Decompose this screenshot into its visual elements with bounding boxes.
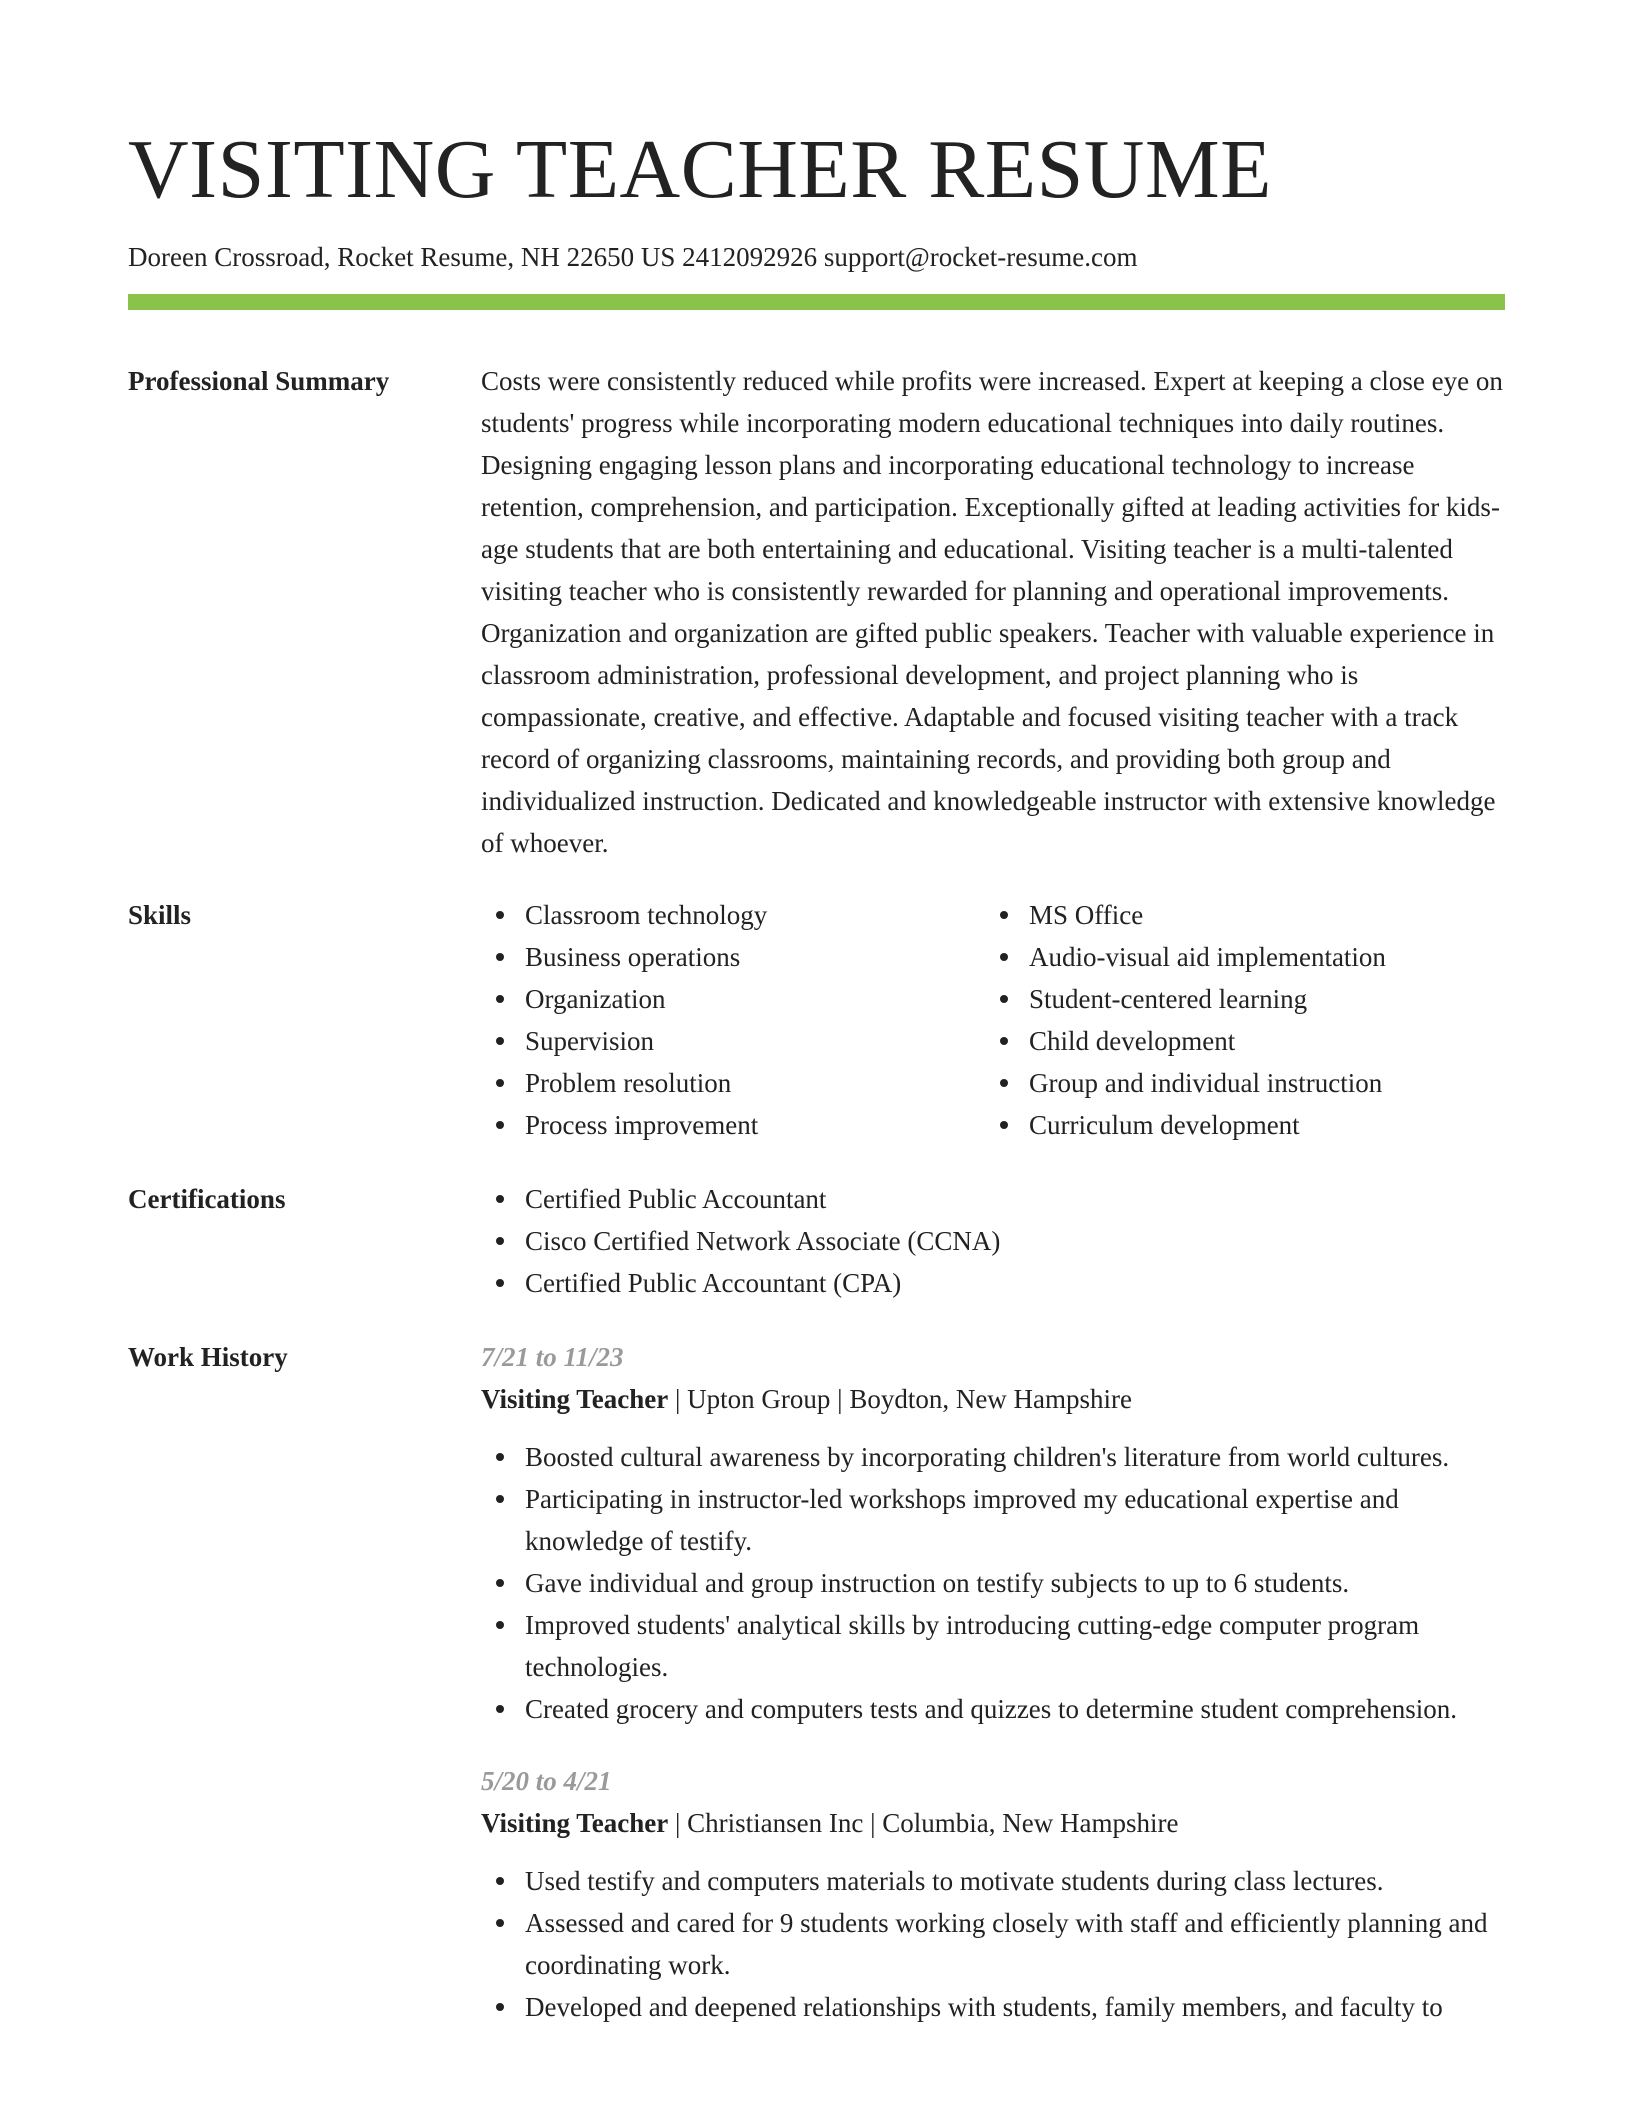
skill-item: Audio-visual aid implementation — [985, 936, 1505, 978]
certifications-list — [481, 1178, 1505, 1304]
certification-item: Cisco Certified Network Associate (CCNA) — [481, 1220, 1505, 1262]
skill-item: Process improvement — [481, 1104, 985, 1146]
job-bullet: Improved students' analytical skills by introducing cutting-edge computer program technologies. — [481, 1604, 1505, 1688]
job-bullet: Gave individual and group instruction on testify subjects to up to 6 students. — [481, 1562, 1505, 1604]
job-dates: 7/21 to 11/23 — [481, 1342, 624, 1372]
job-bullet: Used testify and computers materials to motivate students during class lectures. — [481, 1860, 1505, 1902]
skill-item: Business operations — [481, 936, 985, 978]
skill-item: Child development — [985, 1020, 1505, 1062]
job-title: Visiting Teacher — [481, 1384, 669, 1414]
certifications-section — [128, 1178, 1505, 1304]
section-title-work-history: Work History — [128, 1342, 288, 1372]
certification-item: Certified Public Accountant (CPA) — [481, 1262, 1505, 1304]
contact-line: Doreen Crossroad, Rocket Resume, NH 22650 US 2412092926 support@rocket-resume.com — [128, 242, 1138, 272]
skills-section — [128, 894, 1505, 1146]
summary-body — [481, 360, 1505, 864]
job-entry — [481, 1336, 1505, 1730]
skill-item: Organization — [481, 978, 985, 1020]
certification-item: Certified Public Accountant — [481, 1178, 1505, 1220]
job-bullets — [481, 1860, 1505, 2028]
job-heading — [481, 1802, 1505, 1844]
skill-item: Curriculum development — [985, 1104, 1505, 1146]
skill-item: MS Office — [985, 894, 1505, 936]
job-details: | Upton Group | Boydton, New Hampshire — [668, 1384, 1133, 1414]
section-title-certifications: Certifications — [128, 1184, 286, 1214]
job-bullet: Developed and deepened relationships with students, family members, and faculty to — [481, 1986, 1505, 2028]
section-title-skills: Skills — [128, 900, 192, 930]
job-entry — [481, 1760, 1505, 2028]
summary-text: Costs were consistently reduced while profits were increased. Expert at keeping a close eye on students' progress while incorporating modern educational techniques into daily routines. Designing engaging lesson plans and incorporating educational technology to increase retention, comprehension, and participation. Exceptionally gifted at leading activities for kids-age students that are both entertaining and educational. Visiting teacher is a multi-talented visiting teacher who is consistently rewarded for planning and operational improvements. Organization and organization are gifted public speakers. Teacher with valuable experience in classroom administration, professional development, and project planning who is compassionate, creative, and effective. Adaptable and focused visiting teacher with a track record of organizing classrooms, maintaining records, and providing both group and individualized instruction. Dedicated and knowledgeable instructor with extensive knowledge of whoever. — [481, 366, 1503, 858]
job-title: Visiting Teacher — [481, 1808, 669, 1838]
resume-title: VISITING TEACHER RESUME — [128, 123, 1272, 216]
work-history-body — [481, 1336, 1505, 2028]
job-details: | Christiansen Inc | Columbia, New Hampshire — [668, 1808, 1179, 1838]
skills-body — [481, 894, 1505, 1146]
certifications-body — [481, 1178, 1505, 1304]
summary-section — [128, 360, 1505, 864]
skill-item: Group and individual instruction — [985, 1062, 1505, 1104]
skill-item: Problem resolution — [481, 1062, 985, 1104]
job-dates: 5/20 to 4/21 — [481, 1766, 612, 1796]
job-bullet: Assessed and cared for 9 students working closely with staff and efficiently planning and coordinating work. — [481, 1902, 1505, 1986]
skill-item: Student-centered learning — [985, 978, 1505, 1020]
job-bullets — [481, 1436, 1505, 1730]
work-history-section — [128, 1336, 1505, 2028]
header-divider — [128, 294, 1505, 310]
skill-item: Supervision — [481, 1020, 985, 1062]
job-bullet: Participating in instructor-led workshops improved my educational expertise and knowledge of testify. — [481, 1478, 1505, 1562]
skills-list-right — [985, 894, 1505, 1146]
section-title-summary: Professional Summary — [128, 366, 390, 396]
skills-list-left — [481, 894, 985, 1146]
job-bullet: Created grocery and computers tests and quizzes to determine student comprehension. — [481, 1688, 1505, 1730]
skill-item: Classroom technology — [481, 894, 985, 936]
resume-page — [128, 120, 1505, 2028]
job-bullet: Boosted cultural awareness by incorporating children's literature from world cultures. — [481, 1436, 1505, 1478]
job-heading — [481, 1378, 1505, 1420]
